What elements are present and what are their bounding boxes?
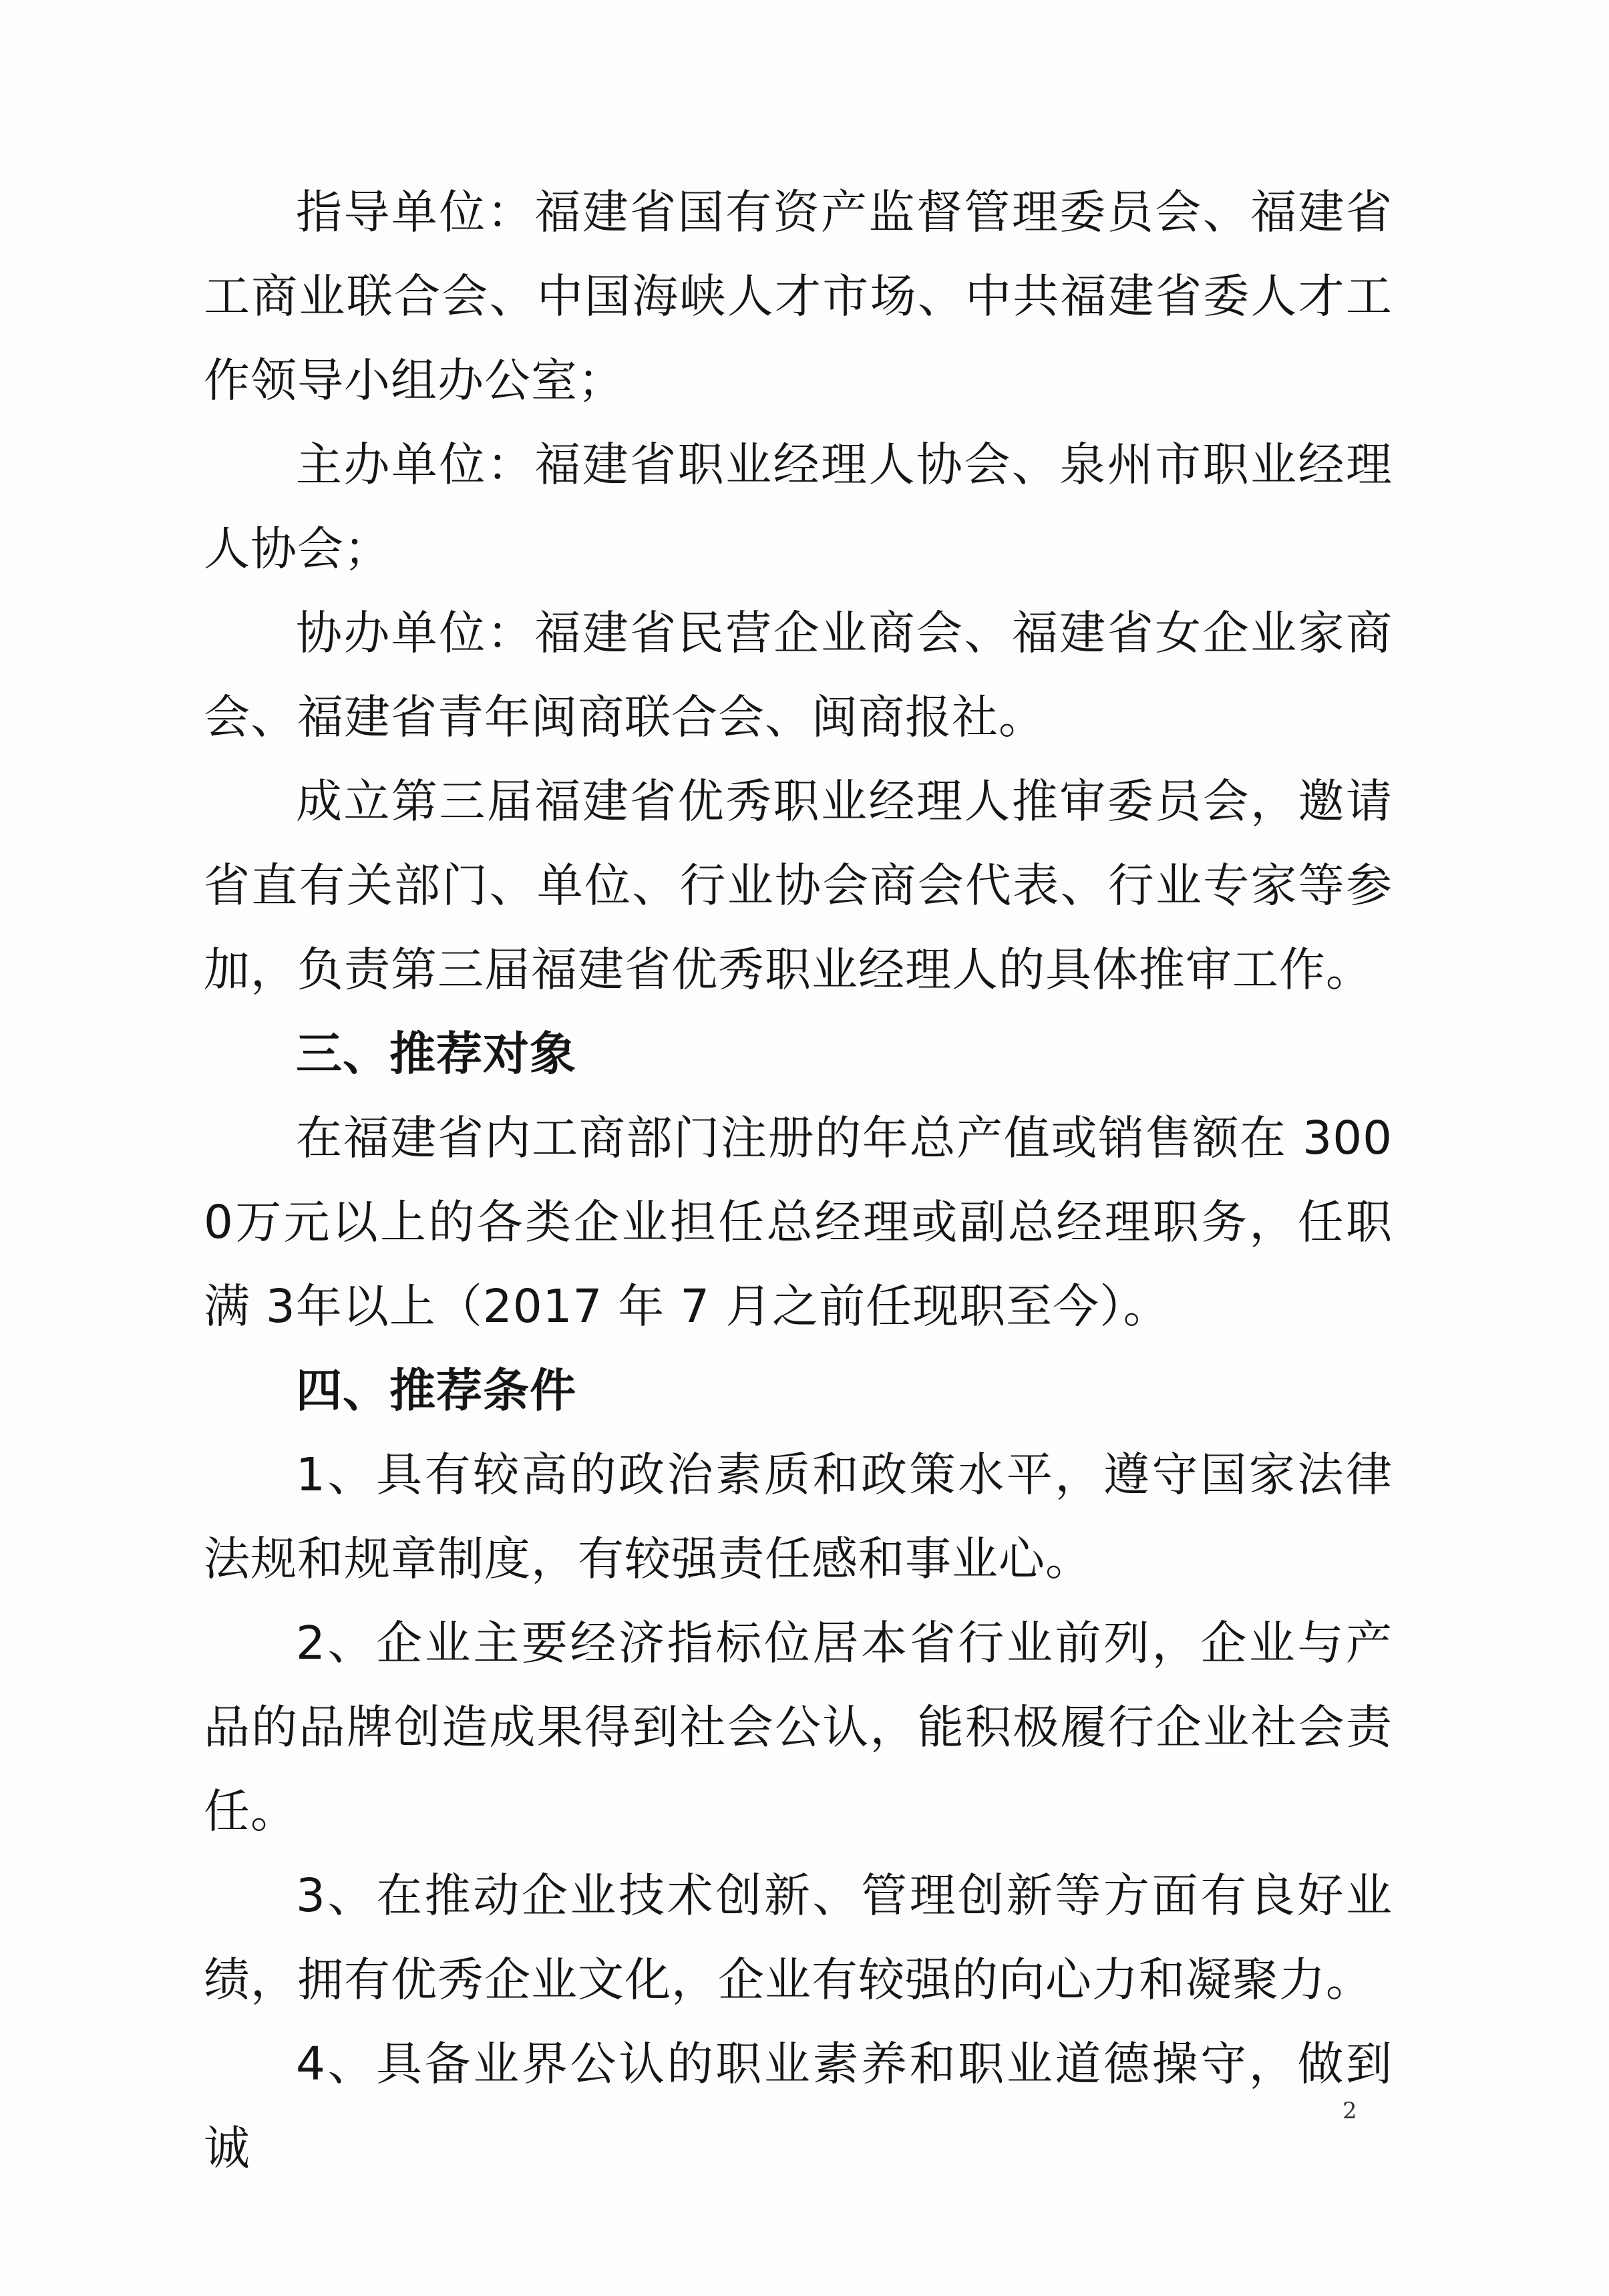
paragraph-condition-3: 3、在推动企业技术创新、管理创新等方面有良好业绩，拥有优秀企业文化，企业有较强的向心力和凝聚力。: [204, 1869, 1393, 2007]
paragraph-condition-4: 4、具备业界公认的职业素养和职业道德操守，做到诚: [204, 2037, 1393, 2175]
document-body: [204, 170, 1393, 2190]
paragraph-co-organizers: 协办单位：福建省民营企业商会、福建省女企业家商会、福建省青年闽商联合会、闽商报社。: [204, 607, 1393, 744]
paragraph-organizers: 主办单位：福建省职业经理人协会、泉州市职业经理人协会；: [204, 438, 1393, 576]
paragraph-guiding-units: 指导单位：福建省国有资产监督管理委员会、福建省工商业联合会、中国海峡人才市场、中共福建省委人才工作领导小组办公室；: [204, 186, 1393, 407]
section-heading-recommend-targets: 三、推荐对象: [296, 1027, 576, 1081]
paragraph-review-committee: 成立第三届福建省优秀职业经理人推审委员会，邀请省直有关部门、单位、行业协会商会代表、行业专家等参加，负责第三届福建省优秀职业经理人的具体推审工作。: [204, 775, 1393, 997]
page-number: 2: [1343, 2098, 1357, 2124]
section-heading-recommend-conditions: 四、推荐条件: [296, 1364, 576, 1418]
paragraph-condition-2: 2、企业主要经济指标位居本省行业前列，企业与产品的品牌创造成果得到社会公认，能积极履行企业社会责任。: [204, 1617, 1393, 1838]
paragraph-targets: 在福建省内工商部门注册的年总产值或销售额在 3000万元以上的各类企业担任总经理或副总经理职务，任职满 3年以上（2017 年 7 月之前任现职至今）。: [204, 1112, 1393, 1333]
paragraph-condition-1: 1、具有较高的政治素质和政策水平，遵守国家法律法规和规章制度，有较强责任感和事业心。: [204, 1448, 1393, 1586]
